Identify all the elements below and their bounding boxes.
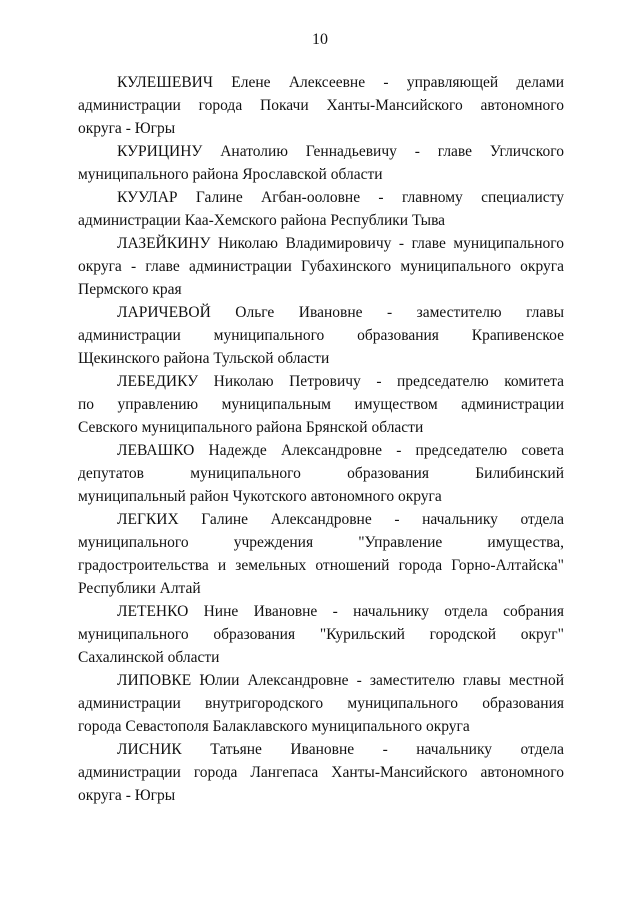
- list-item: [78, 186, 564, 232]
- entry-line: ЛЕТЕНКО Нине Ивановне - начальнику отдела собрания: [117, 603, 564, 620]
- entry-line: администрации города Лангепаса Ханты-Мансийского автономного: [78, 764, 564, 781]
- list-item: [78, 600, 564, 669]
- entry-line: администрации муниципального образования Крапивенское: [78, 327, 564, 344]
- entry-line: КУРИЦИНУ Анатолию Геннадьевичу - главе Угличского: [117, 143, 564, 160]
- list-item: [78, 232, 564, 301]
- entry-line: администрации внутригородского муниципального образования: [78, 695, 564, 712]
- list-item: [78, 301, 564, 370]
- page-number: 10: [312, 31, 328, 48]
- entry-line: администрации Каа-Хемского района Республики Тыва: [78, 212, 446, 229]
- entry-line: округа - главе администрации Губахинского муниципального округа: [78, 258, 564, 275]
- entry-line: КУЛЕШЕВИЧ Елене Алексеевне - управляющей делами: [117, 74, 564, 91]
- entry-line: ЛИПОВКЕ Юлии Александровне - заместителю главы местной: [117, 672, 564, 689]
- entry-line: города Севастополя Балаклавского муниципального округа: [78, 718, 470, 735]
- entry-line: администрации города Покачи Ханты-Мансийского автономного: [78, 97, 564, 114]
- entry-line: ЛИСНИК Татьяне Ивановне - начальнику отдела: [117, 741, 564, 758]
- award-list: [78, 71, 564, 807]
- list-item: [78, 370, 564, 439]
- entry-line: муниципального района Ярославской области: [78, 166, 383, 183]
- entry-line: по управлению муниципальным имуществом администрации: [78, 396, 564, 413]
- list-item: [78, 508, 564, 600]
- entry-line: ЛЕВАШКО Надежде Александровне - председателю совета: [117, 442, 564, 459]
- entry-line: ЛАЗЕЙКИНУ Николаю Владимировичу - главе муниципального: [117, 235, 564, 252]
- entry-line: Сахалинской области: [78, 649, 220, 666]
- entry-line: ЛАРИЧЕВОЙ Ольге Ивановне - заместителю главы: [117, 304, 564, 321]
- entry-line: депутатов муниципального образования Билибинский: [78, 465, 564, 482]
- entry-line: ЛЕГКИХ Галине Александровне - начальнику отдела: [117, 511, 564, 528]
- entry-line: Пермского края: [78, 281, 182, 298]
- list-item: [78, 669, 564, 738]
- entry-line: округа - Югры: [78, 787, 176, 804]
- entry-line: КУУЛАР Галине Агбан-ооловне - главному специалисту: [117, 189, 564, 206]
- entry-line: муниципального учреждения "Управление имущества,: [78, 534, 564, 551]
- entry-line: округа - Югры: [78, 120, 176, 137]
- entry-line: муниципальный район Чукотского автономного округа: [78, 488, 442, 505]
- entry-line: Щекинского района Тульской области: [78, 350, 330, 367]
- list-item: [78, 71, 564, 140]
- entry-line: градостроительства и земельных отношений города Горно-Алтайска": [78, 557, 564, 574]
- entry-line: муниципального образования "Курильский городской округ": [78, 626, 564, 643]
- entry-line: ЛЕБЕДИКУ Николаю Петровичу - председателю комитета: [117, 373, 564, 390]
- list-item: [78, 439, 564, 508]
- entry-line: Севского муниципального района Брянской области: [78, 419, 424, 436]
- entry-line: Республики Алтай: [78, 580, 201, 597]
- list-item: [78, 140, 564, 186]
- list-item: [78, 738, 564, 807]
